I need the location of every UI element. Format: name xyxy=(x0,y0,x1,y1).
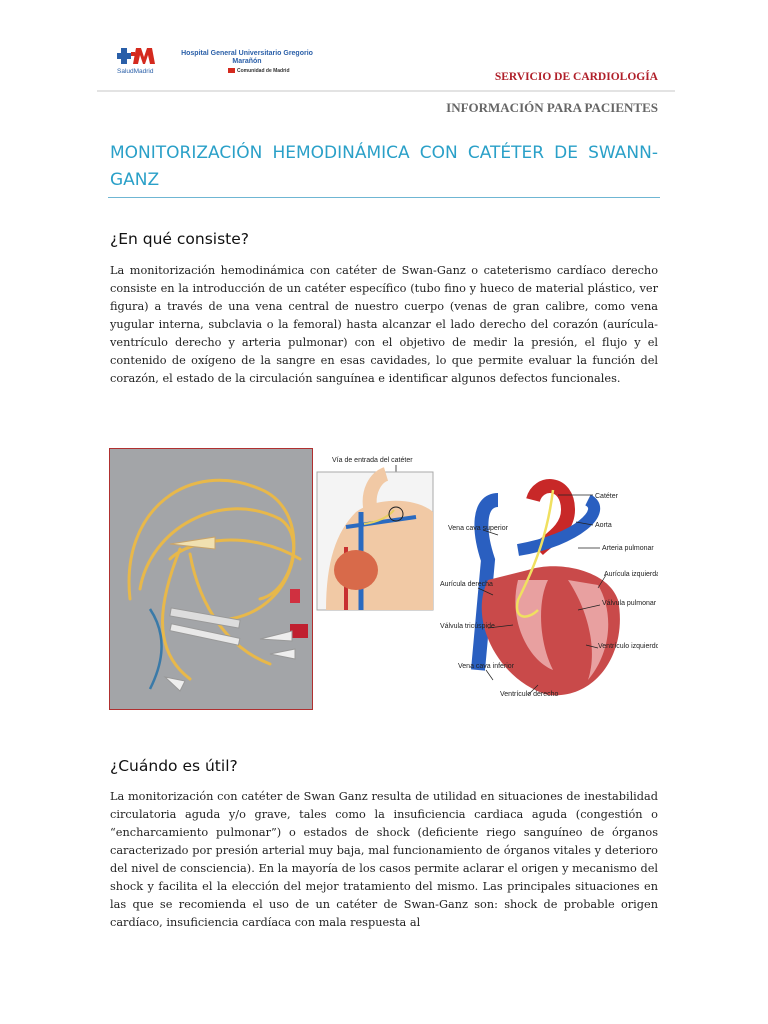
label-cateter: Catéter xyxy=(595,493,618,500)
label-ventriculo-izquierdo: Ventrículo izquierdo xyxy=(598,643,658,650)
label-valvula-tricuspide: Válvula tricúspide xyxy=(440,623,495,630)
section1-heading: ¿En qué consiste? xyxy=(110,230,250,248)
logo-comunidad-text: Comunidad de Madrid xyxy=(237,68,290,74)
hospital-logo xyxy=(117,46,317,76)
label-auricula-izquierda: Aurícula izquierda xyxy=(604,571,658,578)
section2-heading: ¿Cuándo es útil? xyxy=(110,757,238,775)
page-title: MONITORIZACIÓN HEMODINÁMICA CON CATÉTER DE SWANN-GANZ xyxy=(110,143,658,190)
label-vena-cava-inferior: Vena cava inferior xyxy=(458,663,515,670)
madrid-flag-icon xyxy=(228,68,235,73)
entry-label: Vía de entrada del catéter xyxy=(332,457,413,464)
title-divider xyxy=(108,197,660,198)
label-aorta: Aorta xyxy=(595,522,612,529)
info-subtitle: INFORMACIÓN PARA PACIENTES xyxy=(446,100,658,115)
catheter-photo xyxy=(109,448,313,710)
label-ventriculo-derecho: Ventrículo derecho xyxy=(500,691,559,698)
service-name: SERVICIO DE CARDIOLOGÍA xyxy=(494,71,658,83)
catheter-entry-illustration xyxy=(316,452,436,612)
section1-body: La monitorización hemodinámica con catéter de Swan-Ganz o cateterismo cardíaco derecho consiste en la introducción de un catéter específico (tubo fino y hueco de material plástico, ver figura) a través de una vena central de nuestro cuerpo (venas de gran calibre, como vena yugular interna, subclavia o la femoral) hasta alcanzar el lado derecho del corazón (aurícula- ventrículo derecho y arteria pulmonar) con el objetivo de medir la presión, el flujo y el contenido de oxígeno de la sangre en esas cavidades, lo que permite evaluar la función del corazón, el estado de la circulación sanguínea e identificar algunos defectos funcionales. xyxy=(110,264,658,385)
label-arteria-pulmonar: Arteria pulmonar xyxy=(602,545,654,552)
label-valvula-pulmonar: Válvula pulmonar xyxy=(602,600,657,607)
label-auricula-derecha: Aurícula derecha xyxy=(440,581,493,588)
logo-comunidad-madrid xyxy=(228,68,290,74)
header-divider xyxy=(97,90,675,92)
section2-body: La monitorización con catéter de Swan Ganz resulta de utilidad en situaciones de inestabilidad circulatoria aguda y/o grave, tales como la insuficiencia cardiaca aguda (congestión o “encharcamiento pulmonar”) o estados de shock (deficiente riego sanguíneo de órganos caracterizado por presión arterial muy baja, mal funcionamiento de órganos vitales y deterioro del nivel de consciencia). En la mayoría de los casos permite aclarar el origen y mecanismo del shock y facilita el la elección del mejor tratamiento del mismo. Las principales situaciones en las que se recomienda el uso de un catéter de Swan-Ganz son: shock de probable origen cardíaco, insuficiencia cardíaca con mala respuesta al xyxy=(110,790,658,929)
logo-salud-madrid: SaludMadrid xyxy=(117,68,154,75)
label-vena-cava-superior: Vena cava superior xyxy=(448,525,508,532)
heart-anatomy-illustration xyxy=(438,470,658,710)
logo-hospital-name: Hospital General Universitario Gregorio Marañón xyxy=(181,50,313,65)
